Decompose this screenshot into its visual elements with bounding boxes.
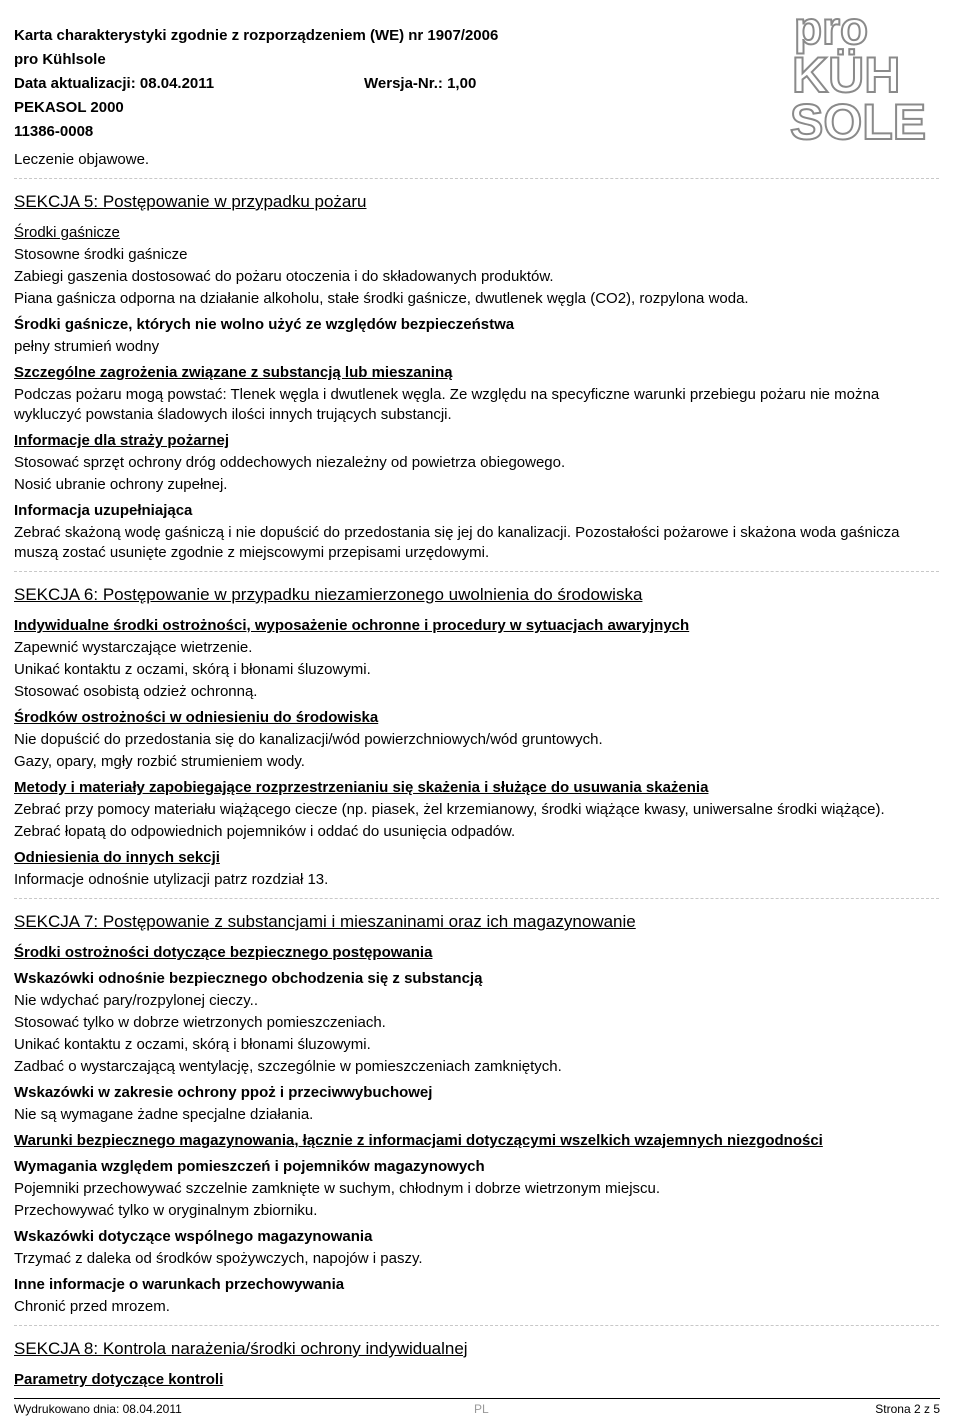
- divider: [14, 1325, 939, 1326]
- additional-info-text: Zebrać skażoną wodę gaśniczą i nie dopuścić do przedostania się jej do kanalizacji. Pozostałości pożarowe i skażona woda gaśnicza muszą zostać usunięte zgodnie z miejscowymi przepisami urzędowymi.: [14, 524, 900, 561]
- pro-kuhlsole-logo: [788, 2, 938, 142]
- storage-rooms-line: Przechowywać tylko w oryginalnym zbiorniku.: [14, 1202, 318, 1219]
- page-number: Strona 2 z 5: [875, 1402, 940, 1416]
- storage-rooms-heading: Wymagania względem pomieszczeń i pojemników magazynowych: [14, 1158, 485, 1175]
- product-code: 11386-0008: [14, 123, 94, 140]
- revision-date: Data aktualizacji: 08.04.2011: [14, 75, 215, 92]
- other-sections-reference-heading: Odniesienia do innych sekcji: [14, 849, 220, 866]
- other-storage-info-heading: Inne informacje o warunkach przechowywania: [14, 1276, 345, 1293]
- environmental-precautions-line: Gazy, opary, mgły rozbić strumieniem wody.: [14, 753, 305, 770]
- logo-text-pro: pro: [794, 2, 869, 54]
- divider: [14, 571, 939, 572]
- sds-regulation-title: Karta charakterystyki zgodnie z rozporządzeniem (WE) nr 1907/2006: [14, 27, 499, 44]
- document-header: [14, 24, 498, 144]
- environmental-precautions-heading: Środków ostrożności w odniesieniu do środowiska: [14, 709, 379, 726]
- joint-storage-heading: Wskazówki dotyczące wspólnego magazynowania: [14, 1228, 373, 1245]
- suitable-media-line: Piana gaśnicza odporna na działanie alkoholu, stałe środki gaśnicze, dwutlenek węgla (CO2), rozpylona woda.: [14, 290, 749, 307]
- page-footer: [14, 1402, 940, 1418]
- section-5-title: SEKCJA 5: Postępowanie w przypadku pożaru: [14, 192, 367, 211]
- divider: [14, 178, 939, 179]
- personal-precautions-line: Stosować osobistą odzież ochronną.: [14, 683, 258, 700]
- special-hazards-heading: Szczególne zagrożenia związane z substancją lub mieszaniną: [14, 364, 453, 381]
- safe-handling-line: Zadbać o wystarczającą wentylację, szczególnie w pomieszczeniach zamkniętych.: [14, 1058, 562, 1075]
- safe-handling-line: Stosować tylko w dobrze wietrzonych pomieszczeniach.: [14, 1014, 386, 1031]
- product-name: PEKASOL 2000: [14, 99, 124, 116]
- containment-methods-line: Zebrać przy pomocy materiału wiążącego ciecze (np. piasek, żel krzemianowy, środki wiążące kwasy, uniwersalne środki wiążące).: [14, 801, 885, 818]
- firefighters-line: Nosić ubranie ochrony zupełnej.: [14, 476, 228, 493]
- logo-text-kuh: KÜH: [792, 47, 901, 103]
- safe-handling-advice-heading: Wskazówki odnośnie bezpiecznego obchodzenia się z substancją: [14, 970, 483, 987]
- control-parameters-heading: Parametry dotyczące kontroli: [14, 1371, 224, 1388]
- footer-rule: [14, 1398, 940, 1399]
- personal-precautions-line: Unikać kontaktu z oczami, skórą i błonami śluzowymi.: [14, 661, 371, 678]
- extinguishing-media-heading: Środki gaśnicze: [14, 224, 120, 241]
- personal-precautions-line: Zapewnić wystarczające wietrzenie.: [14, 639, 253, 656]
- unsuitable-media-heading: Środki gaśnicze, których nie wolno użyć ze względów bezpieczeństwa: [14, 316, 515, 333]
- document-body: [14, 150, 939, 1392]
- fire-explosion-protection-heading: Wskazówki w zakresie ochrony ppoż i przeciwwybuchowej: [14, 1084, 433, 1101]
- print-date: Wydrukowano dnia: 08.04.2011: [14, 1402, 182, 1416]
- containment-methods-line: Zebrać łopatą do odpowiednich pojemników i oddać do usunięcia odpadów.: [14, 823, 516, 840]
- other-sections-reference-line: Informacje odnośnie utylizacji patrz rozdział 13.: [14, 871, 329, 888]
- version-number: Wersja-Nr.: 1,00: [364, 75, 477, 92]
- personal-precautions-heading: Indywidualne środki ostrożności, wyposażenie ochronne i procedury w sytuacjach awaryjnych: [14, 617, 690, 634]
- section-8-title: SEKCJA 8: Kontrola narażenia/środki ochrony indywidualnej: [14, 1339, 468, 1358]
- suitable-media-line: Zabiegi gaszenia dostosować do pożaru otoczenia i do składowanych produktów.: [14, 268, 554, 285]
- safe-handling-precautions-heading: Środki ostrożności dotyczące bezpiecznego postępowania: [14, 944, 433, 961]
- firefighters-heading: Informacje dla straży pożarnej: [14, 432, 230, 449]
- safe-storage-heading: Warunki bezpiecznego magazynowania, łącznie z informacjami dotyczącymi wszelkich wzajemnych niezgodności: [14, 1132, 823, 1149]
- firefighters-line: Stosować sprzęt ochrony dróg oddechowych niezależny od powietrza obiegowego.: [14, 454, 566, 471]
- treatment-note: Leczenie objawowe.: [14, 151, 150, 168]
- other-storage-info-line: Chronić przed mrozem.: [14, 1298, 170, 1315]
- section-7-title: SEKCJA 7: Postępowanie z substancjami i mieszaninami oraz ich magazynowanie: [14, 912, 636, 931]
- suitable-media-heading: Stosowne środki gaśnicze: [14, 246, 188, 263]
- language-code: PL: [474, 1402, 489, 1416]
- storage-rooms-line: Pojemniki przechowywać szczelnie zamknięte w suchym, chłodnym i dobrze wietrzonym miejscu.: [14, 1180, 661, 1197]
- containment-methods-heading: Metody i materiały zapobiegające rozprzestrzenianiu się skażenia i służące do usuwania skażenia: [14, 779, 709, 796]
- environmental-precautions-line: Nie dopuścić do przedostania się do kanalizacji/wód powierzchniowych/wód gruntowych.: [14, 731, 603, 748]
- special-hazards-text: Podczas pożaru mogą powstać: Tlenek węgla i dwutlenek węgla. Ze względu na specyficzne warunki przebiegu pożaru nie można wykluczyć powstania śladowych ilości innych trujących substancji.: [14, 386, 880, 423]
- company-name: pro Kühlsole: [14, 51, 106, 68]
- fire-explosion-protection-line: Nie są wymagane żadne specjalne działania.: [14, 1106, 314, 1123]
- additional-info-heading: Informacja uzupełniająca: [14, 502, 193, 519]
- logo-text-sole: SOLE: [790, 94, 927, 142]
- unsuitable-media-line: pełny strumień wodny: [14, 338, 160, 355]
- divider: [14, 898, 939, 899]
- safe-handling-line: Unikać kontaktu z oczami, skórą i błonami śluzowymi.: [14, 1036, 371, 1053]
- date-version-row: [14, 72, 484, 96]
- joint-storage-line: Trzymać z daleka od środków spożywczych, napojów i paszy.: [14, 1250, 423, 1267]
- section-6-title: SEKCJA 6: Postępowanie w przypadku niezamierzonego uwolnienia do środowiska: [14, 585, 643, 604]
- safe-handling-line: Nie wdychać pary/rozpylonej cieczy..: [14, 992, 258, 1009]
